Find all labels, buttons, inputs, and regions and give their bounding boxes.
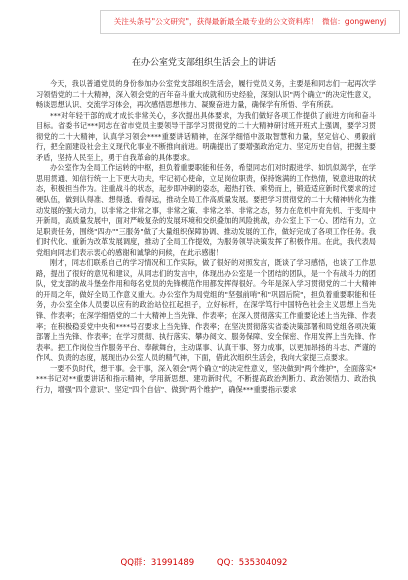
paragraph-3: 办公室作为全局工作运转的中枢，担负着重要职能和任务，希望同志们对时跟进学、如饥似渴学，在学思用贯通、知信行统一上下更大功夫，牢记初心使命，立足岗位职责，保持饱满的工作热情，锐意进取的状态，积极担当作为。注重战斗的状态，起步即冲刺的姿态，超热打铁、乘势而上，锻造适应新时代要求的过硬队伍，做到认得准、想得透、看得远，推动全局工作高质量发展。要把学习贯彻党的二十大精神转化为推动发展的强大动力，以非常之非常之事，非常之策、非常之举、非常之态，努力在危机中育先机、于变局中开新局，高质量发展中，面对严峻复杂的发展环境和交织叠加的风险挑战，办公室上下一心、团结有力，立足职责任务，围绕"四办""三服务"做了大量组织保障协调、推动发展的工作，做好完成了各项工作任务。我们时代化、重新为改革发展调度，推动了全局工作提效，为服务领导决策发挥了积极作用。在此，我代表局党组向同志们表示衷心的感谢和诚挚的问候，在此示感谢！ <box>36 163 376 257</box>
paragraph-2: ***对年轻干部的成才成长非常关心，多次提出具体要求，为我们做好各项工作提供了前进方向和奋斗目标。省委书记***同志在省市党员主要领导干部学习贯彻党的二十大精神研讨班开班式上强调，要学习贯彻党的二十大精神，认真学习领会****重要讲话精神，在深学细悟中汲取智慧和力量，坚定信心、勇毅前行，把全面建设社会主义现代化事业不断推向前进。明确提出了要增强政治定力、坚定历史自信，把握主要矛盾，坚持人民至上，勇于自我革命的具体要求。 <box>36 110 376 162</box>
paragraph-5: 一要不负时代，想干事。会干事，深入领会"两个确立"的决定性意义，坚决做到"两个维护"，全面落实****书记对**重要讲话和指示精神，学用新思想、建功新时代，不断提高政治判断力、政治领悟力、政治执行力，增强"四个意识"、坚定"四个自信"、做到"两个维护"，确保***重要指示要求 <box>36 363 376 394</box>
footer-qq: QQ：535304092 <box>216 558 288 568</box>
paragraph-4: 刚才，同志们联系自己的学习情况和工作实际，做了很好的对照发言，既谈了学习感悟，也谈了工作思路，提出了很好的意见和建议，从同志们的发言中，体现出办公室是一个团结的团队，是一个有战斗力的团队，党支部的战斗堡垒作用和每名党员的先锋模范作用都发挥得很好。今年是深入学习贯彻党的二十大精神的开局之年，做好全局工作意义重大。办公室作为局党组的"坚强前哨"和"巩固后院"，担负着重要职能和任务，办公室全体人员要以应有的政治站位扛起担子，立好标杆，在深学笃行中国特色社会主义思想上当先锋、作表率；在深学细悟党的二十大精神上当先锋、作表率；在深入贯彻落实工作重要论述上当先锋、作表率；在积极稳妥党中央和****号召要求上当先锋、作表率；在坚决贯彻落实省委决策部署和局党组各项决策部署上当先锋、作表率；在学习贯彻、执行落实、攀办阅文、服务保障、安全保密、作用发挥上当先锋、作表率。把工作岗位当作服务平台、奉献舞台，主动谋事、认真干事、努力成事，以更加昂扬的斗志、严谨的作风、负责的态度，展现出办公室人员的精气神，下面，借此次组织生活会，我向大家提三点要求。 <box>36 258 376 363</box>
promo-banner <box>100 10 400 34</box>
footer-contacts <box>0 556 408 568</box>
footer-qq-group: QQ群：31991489 <box>120 558 195 568</box>
paragraph-1: 今天，我以普通党员的身份参加办公室党支部组织生活会，履行党员义务，主要是和同志们一起再次学习领悟党的二十大精神，深入领会党的百年奋斗重大成就和历史经验，深刻认识"两个确立"的决定性意义，畅谈思想认识、交流学习体会，再次感悟思想伟力、凝聚奋进力量，确保学有所悟、学有所获。 <box>36 79 376 110</box>
document-body <box>36 79 376 395</box>
banner-wechat-text: 微信：gongwenyj <box>322 17 387 26</box>
banner-promo-text: 关注头条号"公文研究"，获得最新最全最专业的公文资料库！ <box>113 17 319 26</box>
document-title: 在办公室党支部组织生活会上的讲话 <box>131 58 276 68</box>
